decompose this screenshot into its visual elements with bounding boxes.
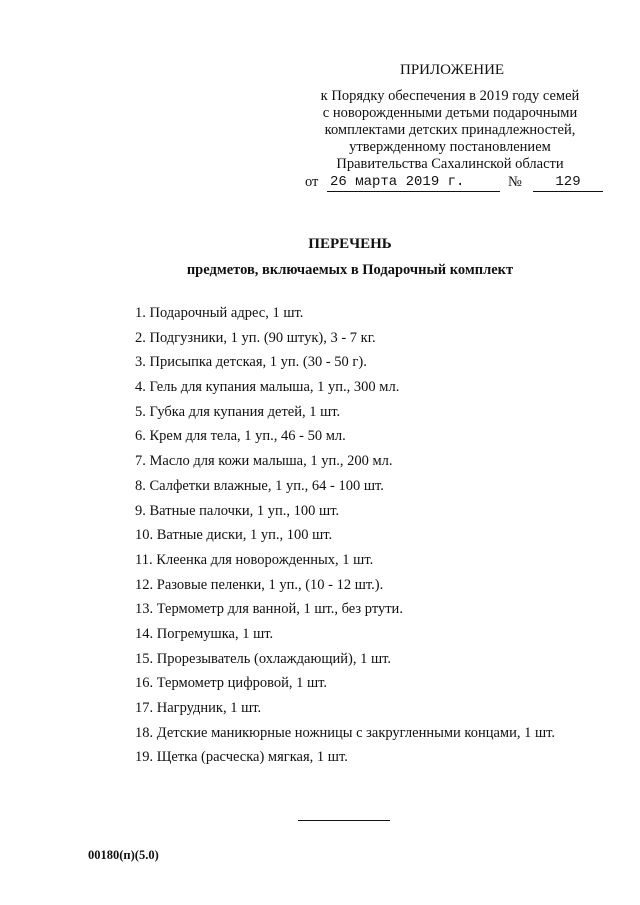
list-item: 19. Щетка (расческа) мягкая, 1 шт. [135, 749, 348, 766]
decree-number: 129 [533, 173, 603, 192]
list-item: 12. Разовые пеленки, 1 уп., (10 - 12 шт.). [135, 576, 384, 593]
appendix-line: утвержденному постановлением [349, 139, 551, 155]
list-item: 3. Присыпка детская, 1 уп. (30 - 50 г). [135, 354, 367, 371]
list-item: 8. Салфетки влажные, 1 уп., 64 - 100 шт. [135, 477, 384, 494]
items-list [135, 304, 555, 773]
closing-line [298, 820, 390, 821]
list-item: 9. Ватные палочки, 1 уп., 100 шт. [135, 502, 340, 519]
list-item: 6. Крем для тела, 1 уп., 46 - 50 мл. [135, 428, 346, 445]
list-item: 13. Термометр для ванной, 1 шт., без ртути. [135, 601, 403, 618]
list-item: 18. Детские маникюрные ножницы с закругленными концами, 1 шт. [135, 724, 555, 741]
list-item: 10. Ватные диски, 1 уп., 100 шт. [135, 527, 333, 544]
appendix-title: ПРИЛОЖЕНИЕ [400, 62, 505, 78]
appendix-line: Правительства Сахалинской области [336, 156, 564, 172]
document-code: 00180(п)(5.0) [88, 848, 159, 862]
appendix-reference [300, 88, 600, 173]
list-item: 2. Подгузники, 1 уп. (90 штук), 3 - 7 кг. [135, 329, 376, 346]
list-item: 1. Подарочный адрес, 1 шт. [135, 305, 304, 321]
number-label: № [508, 174, 522, 190]
appendix-line: комплектами детских принадлежностей, [324, 122, 576, 138]
list-item: 4. Гель для купания малыша, 1 уп., 300 мл. [135, 379, 400, 396]
list-item: 14. Погремушка, 1 шт. [135, 625, 274, 642]
list-item: 15. Прорезыватель (охлаждающий), 1 шт. [135, 650, 391, 667]
list-item: 16. Термометр цифровой, 1 шт. [135, 675, 328, 692]
appendix-line: к Порядку обеспечения в 2019 году семей [320, 88, 580, 104]
list-title: ПЕРЕЧЕНЬ [308, 236, 392, 252]
list-item: 11. Клеенка для новорожденных, 1 шт. [135, 551, 374, 568]
list-item: 5. Губка для купания детей, 1 шт. [135, 403, 341, 420]
list-subtitle: предметов, включаемых в Подарочный комплект [186, 262, 514, 278]
decree-date: 26 марта 2019 г. [327, 173, 500, 192]
appendix-line: с новорожденными детьми подарочными [322, 105, 578, 121]
list-item: 7. Масло для кожи малыша, 1 уп., 200 мл. [135, 453, 393, 470]
list-item: 17. Нагрудник, 1 шт. [135, 700, 262, 716]
decree-date-number-row [305, 174, 605, 196]
from-label: от [305, 174, 319, 190]
